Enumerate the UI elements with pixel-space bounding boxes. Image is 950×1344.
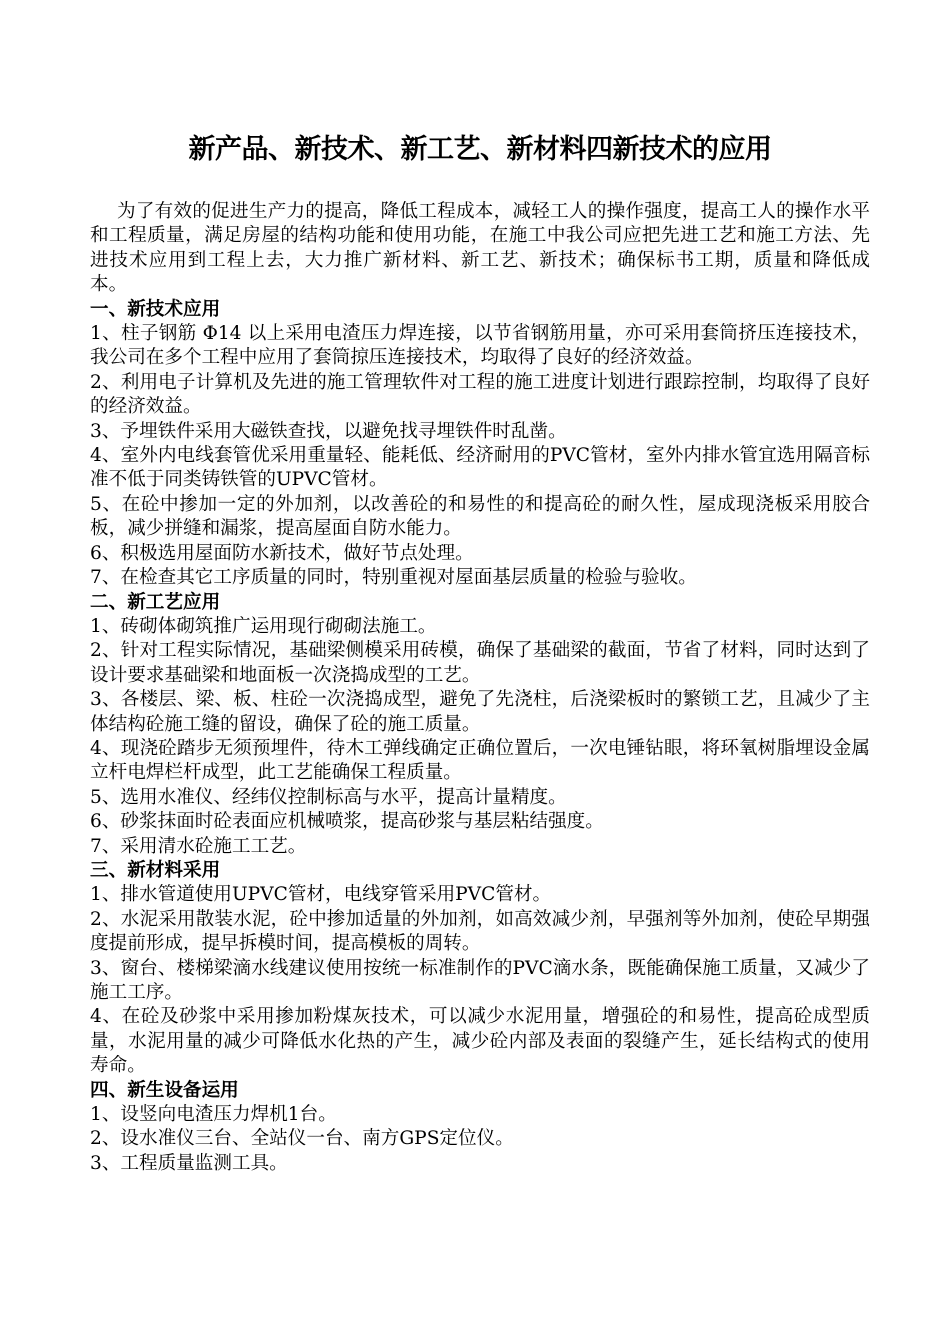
list-item: 7、在检查其它工序质量的同时，特别重视对屋面基层质量的检验与验收。 [90, 567, 697, 589]
list-item: 3、予埋铁件采用大磁铁查找，以避免找寻埋铁件时乱凿。 [90, 420, 567, 442]
list-item: 7、采用清水砼施工工艺。 [90, 835, 307, 857]
section-heading-new-equipment: 四、新生设备运用 [90, 1079, 239, 1101]
list-item: 5、在砼中掺加一定的外加剂，以改善砼的和易性的和提高砼的耐久性，屋成现浇板采用胶合板，减少拼缝和漏浆，提高屋面自防水能力。 [90, 493, 870, 540]
intro-paragraph: 为了有效的促进生产力的提高，降低工程成本，减轻工人的操作强度，提高工人的操作水平和工程质量，满足房屋的结构功能和使用功能，在施工中我公司应把先进工艺和施工方法、先进技术应用到工程上去，大力推广新材料、新工艺、新技术；确保标书工期，质量和降低成本。 [90, 201, 870, 296]
list-item: 4、室外内电线套管优采用重量轻、能耗低、经济耐用的PVC管材，室外内排水管宜选用隔音标准不低于同类铸铁管的UPVC管材。 [90, 445, 870, 491]
list-item: 2、设水准仪三台、全站仪一台、南方GPS定位仪。 [90, 1128, 514, 1150]
section-heading-new-technology: 一、新技术应用 [90, 298, 221, 320]
list-item: 6、砂浆抹面时砼表面应机械喷浆，提高砂浆与基层粘结强度。 [90, 811, 604, 833]
list-item: 3、工程质量监测工具。 [90, 1152, 288, 1174]
list-item: 3、各楼层、梁、板、柱砼一次浇捣成型，避免了先浇柱，后浇梁板时的繁锁工艺，且减少了主体结构砼施工缝的留设，确保了砼的施工质量。 [90, 689, 870, 735]
list-item: 2、针对工程实际情况，基础梁侧模采用砖模，确保了基础梁的截面，节省了材料，同时达到了设计要求基础梁和地面板一次浇捣成型的工艺。 [90, 640, 870, 686]
list-item: 4、现浇砼踏步无须预埋件，待木工弹线确定正确位置后，一次电锤钻眼，将环氧树脂埋设金属立杆电焊栏杆成型，此工艺能确保工程质量。 [90, 737, 870, 784]
section-heading-new-material: 三、新材料采用 [90, 859, 221, 881]
list-item: 4、在砼及砂浆中采用掺加粉煤灰技术，可以减少水泥用量，增强砼的和易性，提高砼成型质量，水泥用量的减少可降低水化热的产生，减少砼内部及表面的裂缝产生，延长结构式的使用寿命。 [90, 1006, 870, 1077]
list-item: 1、柱子钢筋 Φ14 以上采用电渣压力焊连接，以节省钢筋用量，亦可采用套筒挤压连接技术，我公司在多个工程中应用了套筒掠压连接技术，均取得了良好的经济效益。 [90, 323, 870, 369]
list-item: 2、水泥采用散装水泥，砼中掺加适量的外加剂，如高效减少剂，早强剂等外加剂，使砼早期强度提前形成，提早拆模时间，提高模板的周转。 [90, 908, 870, 955]
document-page [90, 128, 870, 1176]
list-item: 3、窗台、楼梯梁滴水线建议使用按统一标准制作的PVC滴水条，既能确保施工质量，又减少了施工工序。 [90, 957, 870, 1003]
list-item: 2、利用电子计算机及先进的施工管理软件对工程的施工进度计划进行跟踪控制，均取得了良好的经济效益。 [90, 371, 870, 418]
list-item: 1、设竖向电渣压力焊机1台。 [90, 1104, 337, 1126]
document-title: 新产品、新技术、新工艺、新材料四新技术的应用 [188, 134, 772, 165]
section-heading-new-process: 二、新工艺应用 [90, 591, 221, 613]
list-item: 5、选用水准仪、经纬仪控制标高与水平，提高计量精度。 [90, 786, 567, 808]
list-item: 6、积极选用屋面防水新技术，做好节点处理。 [90, 542, 474, 564]
list-item: 1、砖砌体砌筑推广运用现行砌砌法施工。 [90, 615, 437, 637]
list-item: 1、排水管道使用UPVC管材，电线穿管采用PVC管材。 [90, 884, 552, 906]
